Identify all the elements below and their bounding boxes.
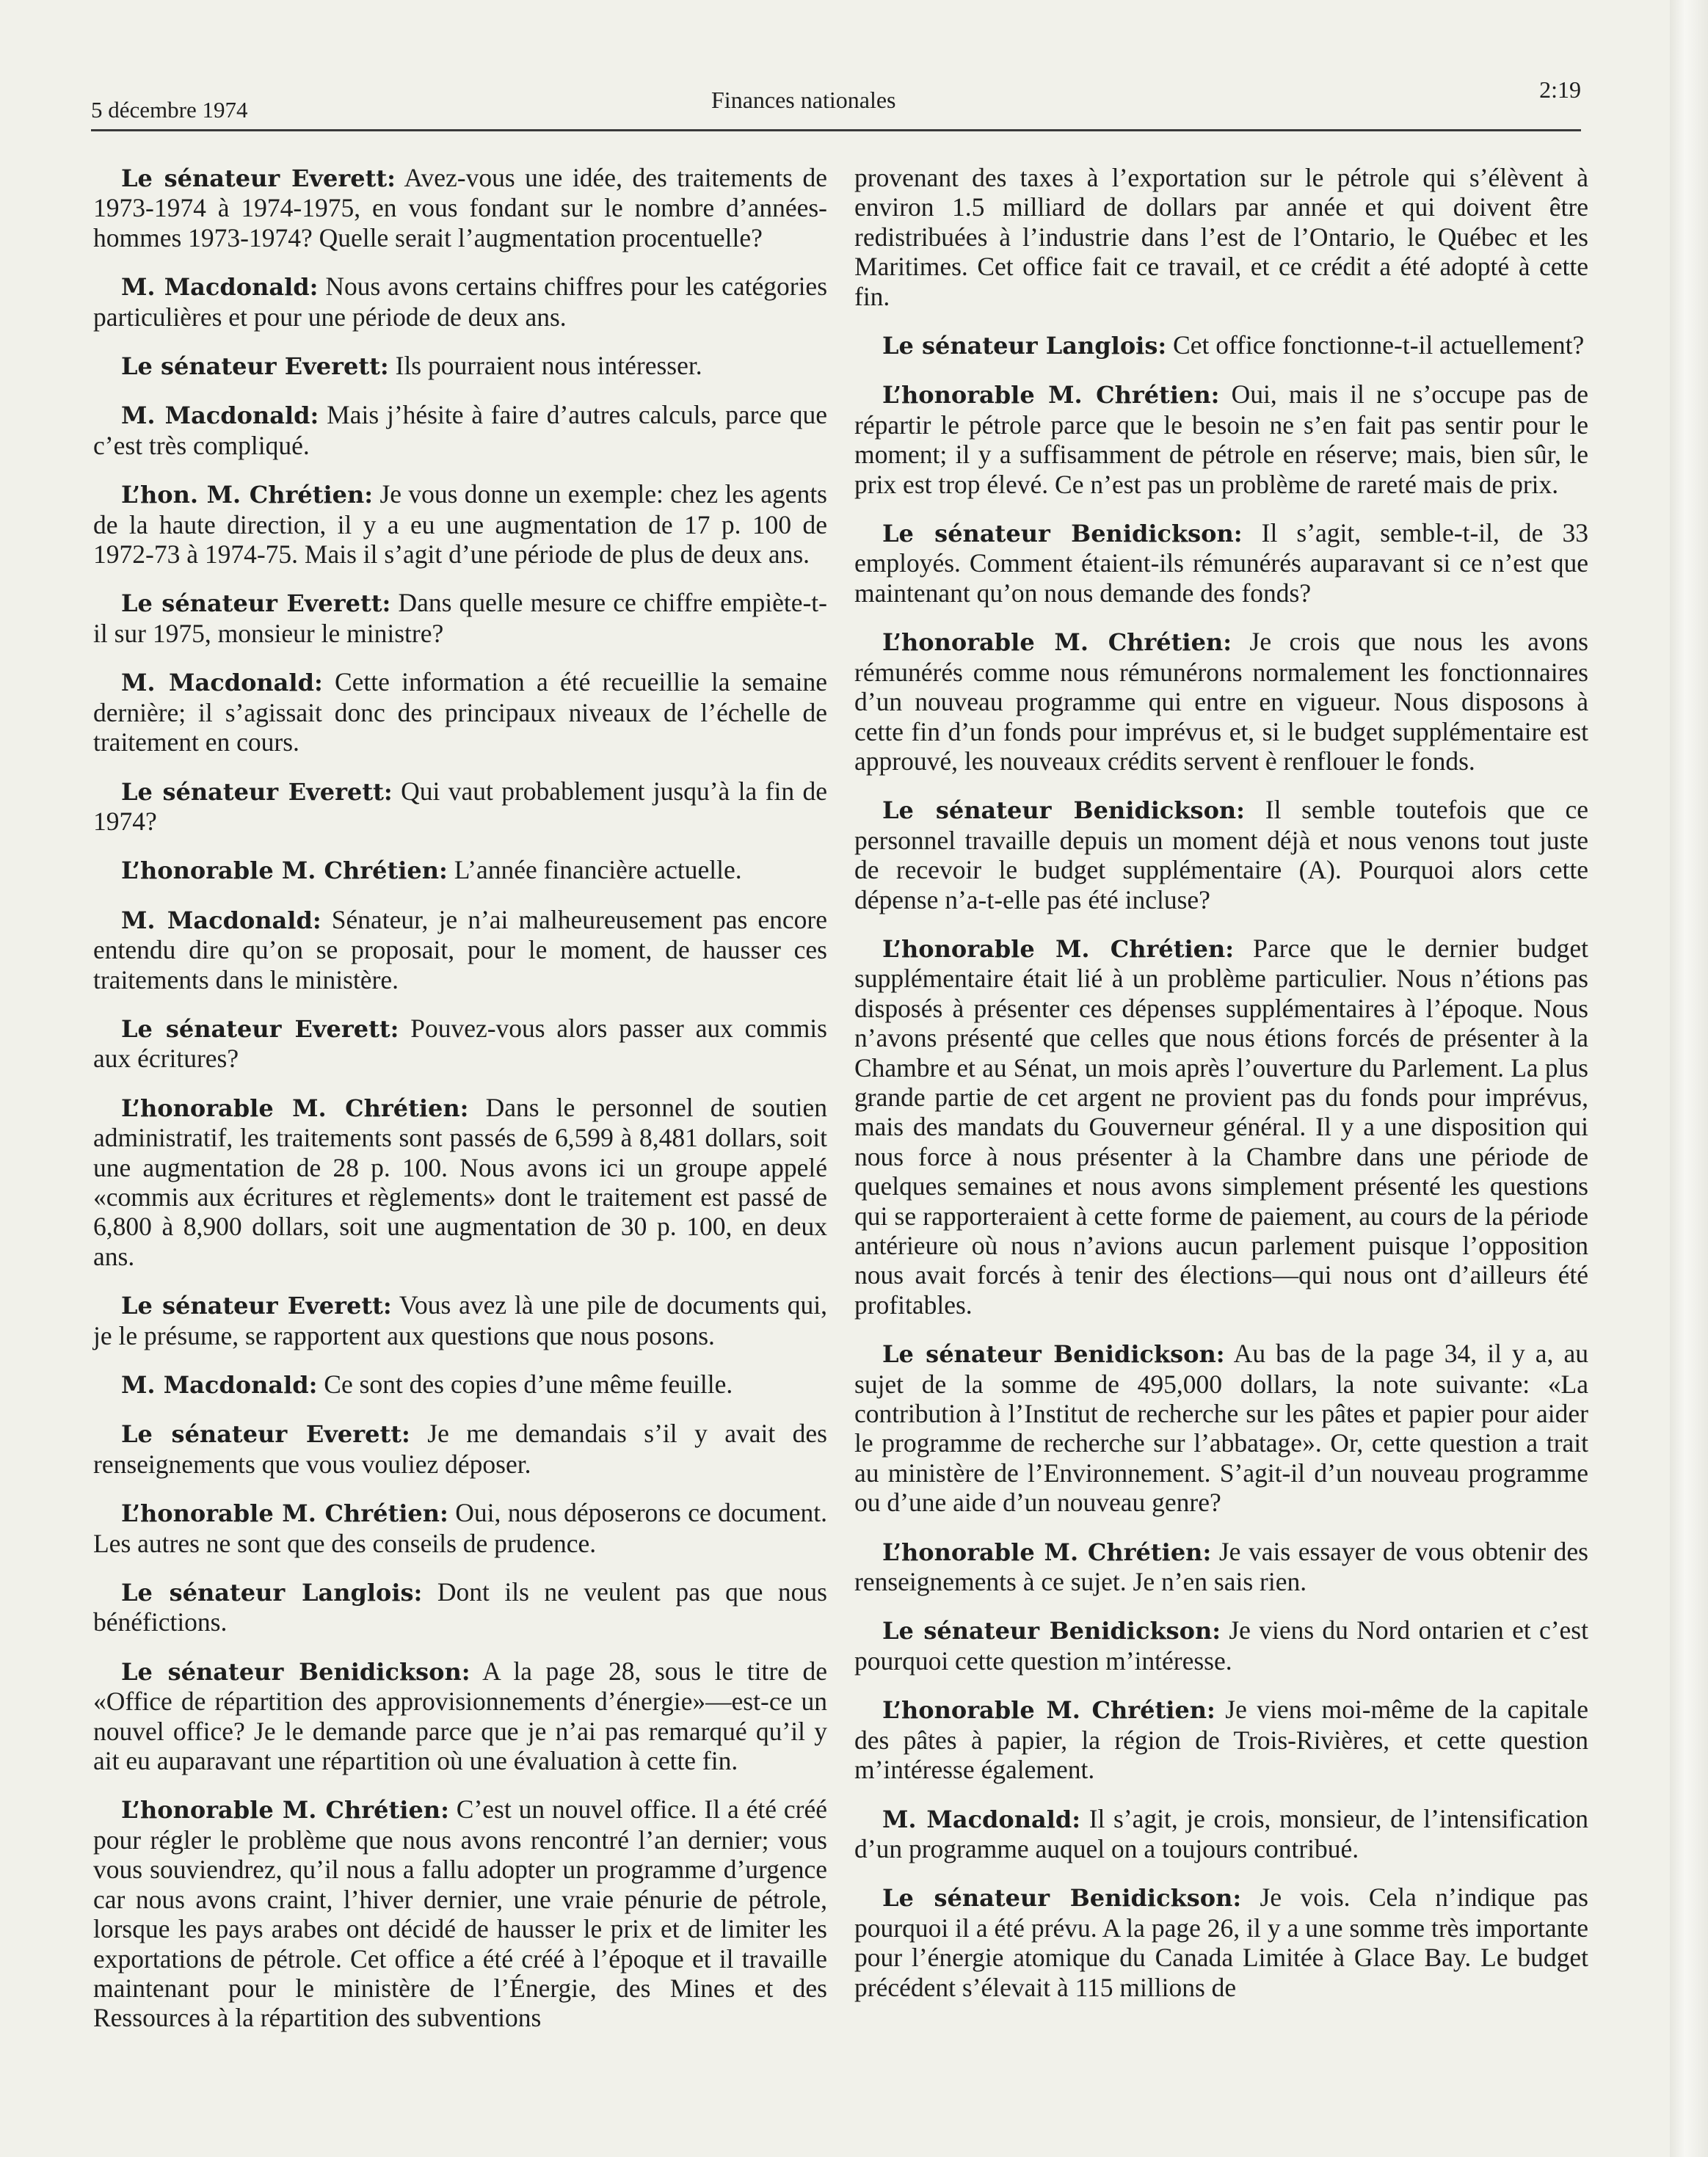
speech-text: Avez-vous une idée, des traitements de 1973-1974 à 1974-1975, en vous fondant sur le nombre d’années-hommes 1973-1974? Quelle serait l’augmentation procentuelle? <box>93 163 827 252</box>
speech-text: Je vois. Cela n’indique pas pourquoi il a été prévu. A la page 26, il y a une somme très importante pour l’énergie atomique du Canada Limitée à Glace Bay. Le budget précédent s’élevait à 115 millions de <box>854 1883 1588 2002</box>
transcript-paragraph <box>93 400 827 460</box>
speech-text: Mais j’hésite à faire d’autres calculs, parce que c’est très compliqué. <box>93 400 828 460</box>
transcript-paragraph <box>854 1339 1588 1517</box>
speech-text: A la page 28, sous le titre de «Office de répartition des approvisionnements d’énergie»—est-ce un nouvel office? Je le demande parce que je n’ai pas remarqué qu’il y ait eu auparavant une répartition où une évaluation à cette fin. <box>93 1656 828 1776</box>
speaker-name: Le sénateur Everett: <box>121 1292 392 1320</box>
speaker-name: L’honorable M. Chrétien: <box>882 1696 1215 1725</box>
speaker-name: Le sénateur Benidickson: <box>882 1617 1221 1645</box>
speech-text: Oui, mais il ne s’occupe pas de répartir le pétrole parce que le besoin ne s’en fait pas sentir pour le moment; il y a suffisamment de pétrole en réserve; mais, bien sûr, le prix est trop élevé. Ce n’est pas un problème de rareté mais de prix. <box>854 379 1589 499</box>
speaker-name: Le sénateur Benidickson: <box>882 796 1245 825</box>
speech-text: Qui vaut probablement jusqu’à la fin de 1974? <box>93 776 828 836</box>
speech-text: Cet office fonctionne-t-il actuellement? <box>1166 330 1585 360</box>
transcript-paragraph <box>854 1537 1588 1597</box>
transcript-paragraph <box>93 1093 827 1271</box>
speech-text: Il s’agit, je crois, monsieur, de l’intensification d’un programme auquel on a toujours contribué. <box>854 1803 1589 1863</box>
page-edge-shadow <box>1670 0 1708 2157</box>
transcript-paragraph <box>854 1695 1588 1784</box>
speech-text: Je viens moi-même de la capitale des pâtes à papier, la région de Trois-Rivières, et cette question m’intéresse également. <box>854 1695 1588 1785</box>
speaker-name: Le sénateur Everett: <box>121 777 393 806</box>
speech-text: Je viens du Nord ontarien et c’est pourquoi cette question m’intéresse. <box>854 1615 1588 1676</box>
speech-text: Dans le personnel de soutien administratif, les traitements sont passés de 6,599 à 8,481 dollars, soit une augmentation de 28 p. 100. Nous avons ici un groupe appelé «commis aux écritures et règlements» dont le traitement est passé de 6,800 à 8,900 dollars, soit une augmentation de 30 p. 100, en deux ans. <box>93 1092 827 1271</box>
transcript-paragraph <box>93 1014 827 1074</box>
transcript-paragraph <box>93 1656 827 1776</box>
speaker-name: Le sénateur Langlois: <box>121 1579 423 1607</box>
transcript-paragraph <box>93 351 827 381</box>
transcript-paragraph <box>854 1883 1588 2002</box>
speech-text: Cette information a été recueillie la semaine dernière; il s’agissait donc des principaux niveaux de l’échelle de traitement en cours. <box>93 667 827 757</box>
speech-text: Je me demandais s’il y avait des renseignements que vous vouliez déposer. <box>93 1419 827 1479</box>
speaker-name: Le sénateur Benidickson: <box>121 1657 470 1686</box>
transcript-paragraph <box>93 479 827 569</box>
transcript-paragraph <box>93 776 827 837</box>
speaker-name: Le sénateur Everett: <box>121 1420 410 1449</box>
speech-text: C’est un nouvel office. Il a été créé pour régler le problème que nous avons rencontré l’an dernier; vous vous souviendrez, qu’il nous a fallu adopter un programme d’urgence car nous avons craint, l’hiver dernier, une vraie pénurie de pétrole, lorsque les pays arabes ont décidé de hausser le prix et de limiter les exportations de pétrole. Cet office a été créé à l’époque et il travaille maintenant pour le ministère de l’Énergie, des Mines et des Ressources à la répartition des subventions <box>93 1794 828 2033</box>
transcript-paragraph <box>93 588 827 648</box>
speech-text: Au bas de la page 34, il y a, au sujet de la somme de 495,000 dollars, la note suivante: «La contribution à l’Institut de recherche sur les pâtes et papier pour aider le programme de recherche sur l’abbatage». Or, cette question a trait au ministère de l’Environnement. S’agit-il d’un nouveau programme ou d’une aide d’un nouveau genre? <box>854 1339 1588 1518</box>
speaker-name: M. Macdonald: <box>121 906 321 934</box>
page-number: 2:19 <box>1539 76 1581 103</box>
transcript-paragraph <box>93 1419 827 1479</box>
transcript-paragraph <box>854 627 1588 776</box>
header-title: Finances nationales <box>711 87 896 113</box>
running-header <box>91 76 1581 131</box>
right-column <box>854 163 1588 2021</box>
speaker-name: Le sénateur Everett: <box>121 1014 399 1043</box>
left-column <box>93 163 827 2052</box>
speech-text: Ce sont des copies d’une même feuille. <box>317 1370 733 1399</box>
speaker-name: L’honorable M. Chrétien: <box>121 1796 449 1825</box>
speech-text: Oui, nous déposerons ce document. Les autres ne sont que des conseils de prudence. <box>93 1498 827 1558</box>
speech-text: Ils pourraient nous intéresser. <box>388 351 702 381</box>
speech-text: Nous avons certains chiffres pour les catégories particulières et pour une période de deux ans. <box>93 272 828 332</box>
speaker-name: Le sénateur Benidickson: <box>882 1884 1242 1913</box>
speech-text: Parce que le dernier budget supplémentaire était lié à un problème particulier. Nous n’étions pas disposés à présenter ces dépenses supplémentaires à l’époque. Nous n’avons présenté que celles que nous étions forcés de présenter à la Chambre et au Sénat, un mois après l’ouverture du Parlement. La plus grande partie de cet argent ne provient pas du fonds pour imprévus, mais des mandats du Gouverneur général. Il y a une disposition qui nous force à nous présenter à la Chambre dans une période de quelques semaines et nous avons simplement présenté les questions qui se rapporteraient à cette forme de paiement, au cours de la période antérieure où nous n’avions aucun parlement puisque l’opposition nous avait forcés à tenir des élections—qui nous ont d’ailleurs été profitables. <box>854 933 1588 1320</box>
speaker-name: M. Macdonald: <box>121 1371 318 1399</box>
speech-text: Dans quelle mesure ce chiffre empiète-t-il sur 1975, monsieur le ministre? <box>93 588 827 648</box>
speaker-name: L’honorable M. Chrétien: <box>882 934 1235 963</box>
transcript-paragraph <box>93 667 827 757</box>
speech-text: Je vous donne un exemple: chez les agents de la haute direction, il y a eu une augmentation de 17 p. 100 de 1972-73 à 1974-75. Mais il s’agit d’une période de plus de deux ans. <box>93 479 827 570</box>
transcript-paragraph <box>93 272 827 332</box>
speaker-name: L’honorable M. Chrétien: <box>882 1538 1212 1566</box>
transcript-paragraph <box>854 379 1588 499</box>
speaker-name: M. Macdonald: <box>882 1805 1081 1833</box>
speech-text: provenant des taxes à l’exportation sur le pétrole qui s’élèvent à environ 1.5 milliard de dollars par année et qui doivent être redistribuées à l’industrie dans l’est de l’Ontario, le Québec et les Maritimes. Cet office fait ce travail, et ce crédit a été adopté à cette fin. <box>854 163 1588 311</box>
transcript-paragraph <box>93 1577 827 1637</box>
transcript-paragraph <box>93 1794 827 2032</box>
transcript-paragraph <box>854 795 1588 914</box>
transcript-paragraph <box>854 518 1588 608</box>
header-date: 5 décembre 1974 <box>91 97 248 123</box>
transcript-paragraph <box>93 163 827 252</box>
speaker-name: Le sénateur Benidickson: <box>882 1340 1225 1369</box>
speaker-name: Le sénateur Langlois: <box>882 332 1167 360</box>
speaker-name: Le sénateur Everett: <box>121 589 391 618</box>
speech-text: Il semble toutefois que ce personnel travaille depuis un moment déjà et nous venons tout juste de recevoir le budget supplémentaire (A). Pourquoi alors cette dépense n’a-t-elle pas été incluse? <box>854 795 1589 914</box>
speech-text: Je vais essayer de vous obtenir des renseignements à ce sujet. Je n’en sais rien. <box>854 1536 1589 1597</box>
speaker-name: Le sénateur Everett: <box>121 164 396 192</box>
transcript-paragraph <box>854 934 1588 1320</box>
speaker-name: M. Macdonald: <box>121 273 319 302</box>
transcript-paragraph <box>93 1498 827 1558</box>
speaker-name: L’honorable M. Chrétien: <box>882 628 1232 657</box>
transcript-paragraph <box>854 330 1588 360</box>
speaker-name: L’honorable M. Chrétien: <box>121 1094 469 1122</box>
transcript-paragraph <box>93 855 827 885</box>
transcript-paragraph <box>854 1804 1588 1864</box>
transcript-paragraph <box>93 1370 827 1400</box>
speech-text: Sénateur, je n’ai malheureusement pas encore entendu dire qu’on se proposait, pour le moment, de hausser ces traitements dans le ministère. <box>93 904 828 994</box>
speaker-name: M. Macdonald: <box>121 401 319 430</box>
speech-text: Vous avez là une pile de documents qui, je le présume, se rapportent aux questions que nous posons. <box>93 1290 828 1350</box>
speech-text: L’année financière actuelle. <box>447 855 742 885</box>
speaker-name: L’honorable M. Chrétien: <box>882 381 1220 410</box>
speech-text: Il s’agit, semble-t-il, de 33 employés. Comment étaient-ils rémunérés auparavant si ce n’est que maintenant qu’on nous demande des fonds? <box>854 518 1588 608</box>
speech-text: Dont ils ne veulent pas que nous bénéfictions. <box>93 1577 827 1637</box>
speech-text: Je crois que nous les avons rémunérés comme nous rémunérons normalement les fonctionnaires d’un nouveau programme qui entre en vigueur. Nous disposons à cette fin d’un fonds pour imprévus et, si le budget supplémentaire est approuvé, les nouveaux crédits servent è renflouer le fonds. <box>854 627 1588 776</box>
speaker-name: Le sénateur Everett: <box>121 352 389 381</box>
speaker-name: L’honorable M. Chrétien: <box>121 856 448 885</box>
speaker-name: L’hon. M. Chrétien: <box>121 481 374 509</box>
transcript-paragraph <box>93 905 827 994</box>
transcript-paragraph <box>854 1615 1588 1676</box>
speaker-name: L’honorable M. Chrétien: <box>121 1499 448 1528</box>
transcript-paragraph <box>854 163 1588 311</box>
transcript-paragraph <box>93 1290 827 1350</box>
speaker-name: M. Macdonald: <box>121 669 323 697</box>
speaker-name: Le sénateur Benidickson: <box>882 520 1243 548</box>
speech-text: Pouvez-vous alors passer aux commis aux écritures? <box>93 1013 827 1074</box>
